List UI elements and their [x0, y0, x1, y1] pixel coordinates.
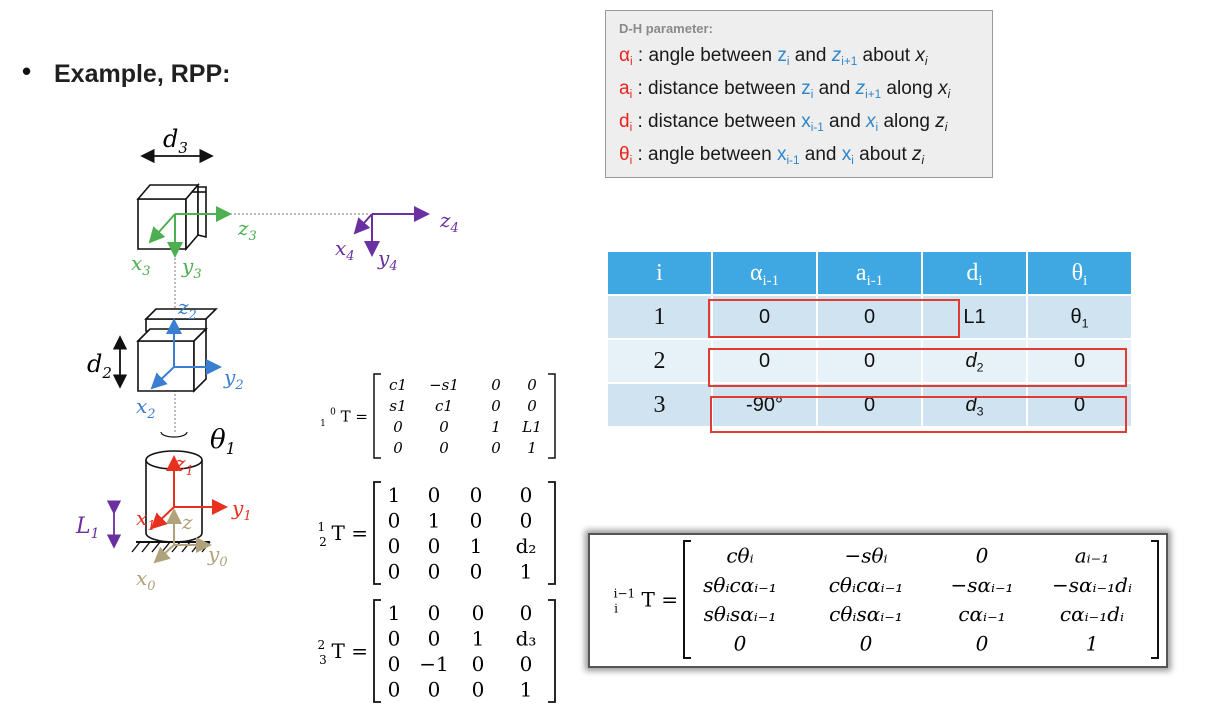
- matrix-right-bracket: [548, 374, 555, 458]
- dh-a-definition: $a_i$ : distance between $z_i$ and $z_{i+1}$ along $x_i$: [619, 78, 951, 102]
- matrix-cell: c1: [389, 375, 407, 394]
- cell-alpha: -90°: [712, 383, 817, 427]
- header-a: $a_{i-1}$: [817, 251, 922, 295]
- cell-theta: $\theta_1$: [1027, 295, 1132, 339]
- cell-a: 0: [817, 339, 922, 383]
- matrix-cell: 1: [519, 559, 533, 584]
- matrix-cell: c1: [435, 396, 453, 415]
- d2-label: $d_2$: [87, 350, 112, 382]
- transform-matrix-2-3: [310, 596, 560, 708]
- row-index: 3: [607, 383, 712, 427]
- matrix-cell: 0: [471, 677, 485, 702]
- cell-a: 0: [817, 383, 922, 427]
- matrix-cell: 0: [859, 631, 873, 656]
- matrix-cell: −s1: [429, 375, 459, 394]
- dh-d-definition: $d_i$ : distance between $x_{i-1}$ and $x_i$ along $z_i$: [619, 111, 948, 135]
- matrix-cell: 0: [975, 631, 989, 656]
- matrix-cell: 0: [491, 396, 501, 415]
- y0-label: $y_0$: [208, 542, 228, 570]
- matrix-cell: 0: [387, 508, 401, 533]
- x4-axis: [355, 214, 372, 233]
- matrix-label-sub: 1: [320, 418, 326, 429]
- z1-label: $z_1$: [175, 451, 194, 479]
- dh-theta-definition: $\theta_i$ : angle between $x_{i-1}$ and $x_i$ about $z_i$: [619, 144, 925, 168]
- x4-label: $x_4$: [335, 236, 355, 264]
- matrix-cell: cθᵢsαᵢ₋₁: [829, 602, 903, 627]
- matrix-cell: 0: [469, 482, 483, 507]
- matrix-cell: 0: [469, 508, 483, 533]
- matrix-right-bracket: [548, 600, 555, 702]
- matrix-cell: 0: [519, 482, 533, 507]
- y2-label: $y_2$: [224, 365, 244, 393]
- matrix-cell: −sαᵢ₋₁dᵢ: [1052, 572, 1132, 597]
- matrix-cell: 0: [527, 375, 537, 394]
- matrix-cell: 1: [427, 508, 441, 533]
- row3-highlight-rect: [710, 396, 1127, 433]
- matrix-label-sub: 3: [319, 653, 327, 667]
- L1-label: $L_1$: [76, 514, 100, 542]
- bullet-point: •: [22, 56, 32, 86]
- matrix-label: $^0$ T =: [330, 407, 368, 426]
- row1-highlight-rect: [708, 299, 960, 338]
- matrix-cell: 0: [491, 375, 501, 394]
- transform-matrix-1-2: [310, 478, 560, 590]
- matrix-cell: 0: [469, 559, 483, 584]
- dh-table-header-row: [607, 251, 1132, 295]
- matrix-cell: 1: [387, 600, 401, 625]
- matrix-cell: 0: [427, 482, 441, 507]
- matrix-cell: 0: [393, 438, 403, 457]
- cell-alpha: 0: [712, 295, 817, 339]
- cell-alpha: 0: [712, 339, 817, 383]
- matrix-cell: 0: [439, 438, 449, 457]
- cell-theta: 0: [1027, 383, 1132, 427]
- matrix-cell: 0: [491, 438, 501, 457]
- matrix-cell: 0: [387, 677, 401, 702]
- matrix-cell: 0: [387, 626, 401, 651]
- matrix-cell: 0: [387, 533, 401, 558]
- y3-label: $y_3$: [182, 254, 202, 282]
- matrix-cell: 1: [1085, 631, 1099, 656]
- matrix-cell: 0: [393, 417, 403, 436]
- header-d: $d_i$: [922, 251, 1027, 295]
- matrix-cell: cθᵢcαᵢ₋₁: [828, 572, 904, 597]
- x0-label: $x_0$: [136, 566, 156, 594]
- cell-a: 0: [817, 295, 922, 339]
- prismatic-block-2: [138, 309, 216, 391]
- matrix-cell: 0: [427, 677, 441, 702]
- transform-matrix-0-1: [310, 370, 560, 465]
- matrix-label: $^{i-1}$ T =: [613, 586, 678, 612]
- x2-label: $x_2$: [136, 394, 156, 422]
- row-index: 2: [607, 339, 712, 383]
- cell-theta: 0: [1027, 339, 1132, 383]
- matrix-cell: 0: [427, 600, 441, 625]
- matrix-cell: 0: [471, 600, 485, 625]
- matrix-label: $^2$ T =: [317, 638, 368, 663]
- matrix-right-bracket: [548, 482, 555, 584]
- matrix-cell: sθᵢsαᵢ₋₁: [703, 602, 777, 627]
- matrix-left-bracket: [684, 541, 691, 658]
- matrix-cell: 1: [469, 533, 483, 558]
- y1-label: $y_1$: [232, 496, 252, 524]
- cell-d: L1: [922, 295, 1027, 339]
- x0-axis: [155, 545, 174, 562]
- general-transform-matrix: [592, 537, 1164, 664]
- matrix-cell: 0: [519, 508, 533, 533]
- matrix-cell: 1: [387, 482, 401, 507]
- matrix-cell: −1: [419, 651, 449, 676]
- x3-label: $x_3$: [131, 251, 151, 279]
- matrix-cell: cαᵢ₋₁dᵢ: [1059, 602, 1125, 627]
- matrix-cell: 1: [527, 438, 537, 457]
- matrix-left-bracket: [374, 600, 381, 702]
- matrix-cell: 1: [471, 626, 485, 651]
- header-theta: $\theta_i$: [1027, 251, 1132, 295]
- z4-label: $z_4$: [440, 208, 459, 236]
- matrix-cell: 1: [491, 417, 501, 436]
- matrix-left-bracket: [374, 482, 381, 584]
- matrix-cell: 0: [387, 559, 401, 584]
- z0-label: z: [182, 510, 193, 534]
- matrix-cell: cαᵢ₋₁: [958, 602, 1006, 627]
- x1-label: $x_1$: [136, 506, 156, 534]
- cell-d: $d_2$: [922, 339, 1027, 383]
- matrix-cell: −sαᵢ₋₁: [950, 572, 1014, 597]
- matrix-cell: d₃: [515, 626, 537, 651]
- matrix-cell: 0: [427, 559, 441, 584]
- header-i: i: [607, 251, 712, 295]
- matrix-cell: 0: [427, 626, 441, 651]
- matrix-label: $^1$ T =: [317, 520, 368, 545]
- matrix-cell: 0: [975, 543, 989, 568]
- matrix-cell: cθᵢ: [726, 543, 754, 568]
- matrix-cell: L1: [522, 417, 542, 436]
- slide-title: Example, RPP:: [54, 60, 231, 88]
- matrix-cell: −sθᵢ: [844, 543, 888, 568]
- matrix-cell: 0: [471, 651, 485, 676]
- rotation-arrow-icon: [161, 432, 187, 437]
- header-alpha: $\alpha_{i-1}$: [712, 251, 817, 295]
- matrix-cell: d₂: [515, 533, 537, 558]
- matrix-cell: 0: [387, 651, 401, 676]
- y4-label: $y_4$: [378, 246, 398, 274]
- row2-highlight-rect: [708, 348, 1127, 387]
- matrix-cell: 0: [519, 651, 533, 676]
- matrix-cell: 0: [527, 396, 537, 415]
- dh-alpha-definition: $\alpha_i$ : angle between $z_i$ and $z_{i+1}$ about $x_i$: [619, 45, 928, 69]
- row-index: 1: [607, 295, 712, 339]
- matrix-right-bracket: [1151, 541, 1158, 658]
- cell-d: $d_3$: [922, 383, 1027, 427]
- matrix-left-bracket: [374, 374, 381, 458]
- dh-parameter-heading: D-H parameter:: [619, 21, 713, 36]
- theta1-label: $\theta_1$: [210, 425, 236, 458]
- d3-label: $d_3$: [163, 125, 188, 157]
- matrix-cell: s1: [389, 396, 407, 415]
- matrix-cell: 0: [733, 631, 747, 656]
- z2-label: $z_2$: [178, 295, 197, 323]
- matrix-cell: sθᵢcαᵢ₋₁: [703, 572, 777, 597]
- matrix-cell: 1: [519, 677, 533, 702]
- matrix-cell: 0: [427, 533, 441, 558]
- matrix-label-sub: 2: [319, 535, 327, 549]
- matrix-cell: aᵢ₋₁: [1074, 543, 1110, 568]
- matrix-label-sub: i: [614, 601, 618, 616]
- matrix-cell: 0: [439, 417, 449, 436]
- matrix-cell: 0: [519, 600, 533, 625]
- z3-label: $z_3$: [238, 216, 257, 244]
